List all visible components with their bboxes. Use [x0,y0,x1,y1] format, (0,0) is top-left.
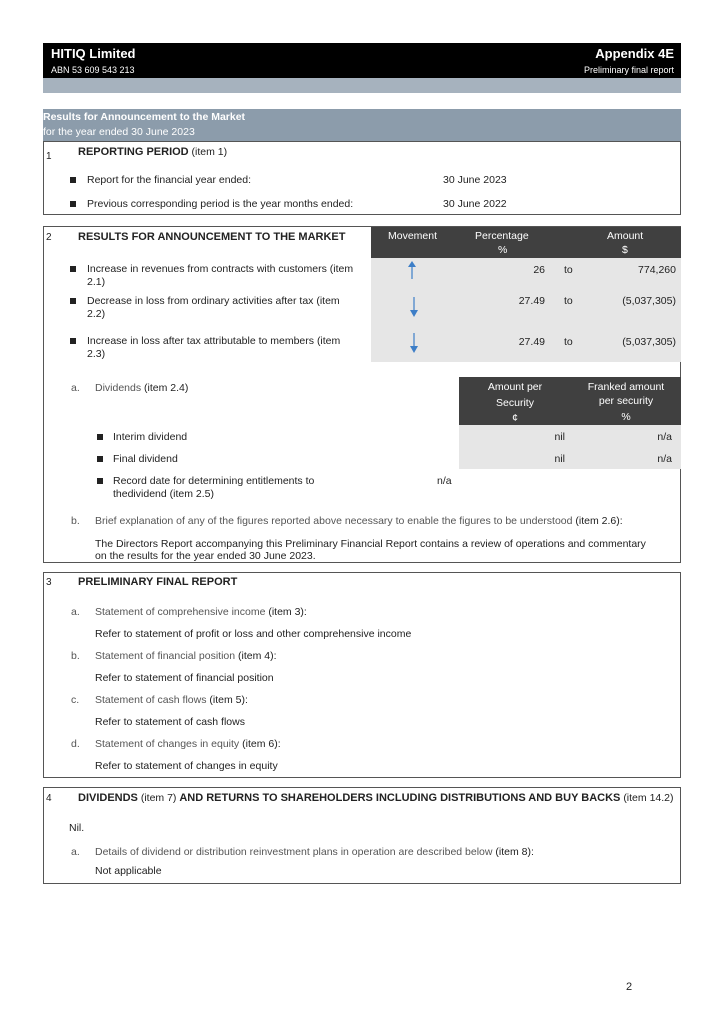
statement-item: (item 5): [209,694,248,706]
heading-item: (item 1) [191,146,228,158]
heading-text: DIVIDENDS [78,792,138,804]
statement-ref: Refer to statement of changes in equity [95,760,278,772]
statement-item: (item 6): [242,738,281,750]
row-label-cont: 2.1) [87,276,106,288]
col-security: Security [496,397,534,409]
bullet-icon [70,338,76,344]
record-date-value: n/a [437,475,452,487]
section-heading: RESULTS FOR ANNOUNCEMENT TO THE MARKET [78,231,346,243]
dividend-label: Interim dividend [113,431,188,443]
row-label-cont: 2.2) [87,308,106,320]
arrow-down-icon [410,297,418,317]
section-heading [78,146,227,158]
bullet-icon [70,298,76,304]
statement-text: Statement of changes in equity [95,738,240,750]
statement-item: (item 4): [238,650,277,662]
header-divider-bar [43,78,681,93]
reinvestment-label [95,846,534,858]
col-amount: Amount [607,230,644,242]
to-label: to [564,295,573,307]
heading-item: (item 7) [140,792,177,804]
row-label: Report for the financial year ended: [87,174,252,186]
heading-item: (item 14.2) [623,792,674,804]
bullet-icon [70,201,76,207]
explanation-label [95,515,623,527]
bullet-icon [97,478,103,484]
amount-value: 774,260 [638,264,676,276]
report-type: Preliminary final report [583,65,674,75]
col-franked: Franked amount [587,381,665,393]
col-percent: % [621,411,631,423]
col-percentage: Percentage [475,230,529,242]
row-label: Decrease in loss from ordinary activities after tax (item [87,295,340,307]
bullet-icon [97,434,103,440]
record-date-label: Record date for determining entitlements to [113,475,315,487]
item-letter: b. [71,650,80,662]
statement-label [95,738,281,750]
section-heading [78,792,674,804]
row-value: 30 June 2022 [443,198,507,210]
reinvestment-value: Not applicable [95,865,162,877]
dividend-franked: n/a [657,453,672,465]
page-number: 2 [626,981,633,993]
arrow-up-icon [408,261,416,279]
item-letter: a. [71,846,80,858]
section-dividends-returns [43,787,681,884]
section-reporting-period [43,141,681,215]
dividends-item: (item 2.4) [144,382,189,394]
bullet-icon [70,177,76,183]
reinvestment-item: (item 8): [495,846,534,858]
statement-ref: Refer to statement of profit or loss and other comprehensive income [95,628,412,640]
percentage-value: 26 [533,264,545,276]
item-letter: a. [71,382,80,394]
item-letter: a. [71,606,80,618]
report-header [43,43,681,78]
appendix-title: Appendix 4E [595,46,674,61]
company-name: HITIQ Limited [51,46,136,61]
amount-value: (5,037,305) [622,336,676,348]
percentage-value: 27.49 [518,336,545,348]
banner-title: Results for Announcement to the Market [43,111,246,123]
amount-value: (5,037,305) [622,295,676,307]
statement-label [95,650,277,662]
statement-ref: Refer to statement of financial position [95,672,274,684]
dividends-label [95,382,188,394]
row-label: Previous corresponding period is the year months ended: [87,198,354,210]
col-percentage-unit: % [498,244,508,256]
section-heading: PRELIMINARY FINAL REPORT [78,576,238,588]
section-number: 4 [46,793,52,804]
section-number: 3 [46,577,52,588]
bullet-icon [97,456,103,462]
item-letter: b. [71,515,80,527]
col-movement: Movement [388,230,438,242]
section-preliminary-final-report [43,572,681,778]
to-label: to [564,264,573,276]
banner-subtitle: for the year ended 30 June 2023 [43,126,195,138]
statement-text: Statement of cash flows [95,694,207,706]
row-label-cont: 2.3) [87,348,106,360]
bullet-icon [70,266,76,272]
section-results [43,226,681,563]
statement-label [95,606,307,618]
reinvestment-text: Details of dividend or distribution reinvestment plans in operation are described below [95,846,493,858]
row-label: Increase in loss after tax attributable to members (item [87,335,341,347]
to-label: to [564,336,573,348]
row-value: 30 June 2023 [443,174,507,186]
nil-text: Nil. [69,822,85,834]
dividend-franked: n/a [657,431,672,443]
dividend-amount: nil [554,431,565,443]
explanation-text: Brief explanation of any of the figures reported above necessary to enable the figures to be understood [95,515,573,527]
dividend-label: Final dividend [113,453,178,465]
abn: ABN 53 609 543 213 [51,65,135,75]
heading-text: AND RETURNS TO SHAREHOLDERS INCLUDING DISTRIBUTIONS AND BUY BACKS [179,792,621,804]
statement-item: (item 3): [268,606,307,618]
section-number: 1 [46,151,52,162]
percentage-value: 27.49 [518,295,545,307]
item-letter: c. [71,694,80,706]
explanation-body-cont: on the results for the year ended 30 June 2023. [95,550,316,562]
col-amount-per: Amount per [487,381,543,393]
statement-label [95,694,248,706]
arrow-down-icon [410,333,418,353]
col-amount-unit: $ [622,244,628,256]
row-label: Increase in revenues from contracts with customers (item [87,263,354,275]
dividends-text: Dividends [95,382,142,394]
explanation-item: (item 2.6): [575,515,623,527]
item-letter: d. [71,738,80,750]
statement-text: Statement of comprehensive income [95,606,266,618]
results-banner [43,109,681,141]
statement-text: Statement of financial position [95,650,236,662]
section-number: 2 [46,232,52,243]
col-cents: ¢ [512,412,518,424]
explanation-body: The Directors Report accompanying this Preliminary Financial Report contains a review of operations and commentary [95,538,646,550]
record-date-label-cont: thedividend (item 2.5) [113,488,214,500]
heading-text: REPORTING PERIOD [78,146,189,158]
dividend-amount: nil [554,453,565,465]
statement-ref: Refer to statement of cash flows [95,716,245,728]
col-per-security: per security [598,395,654,407]
